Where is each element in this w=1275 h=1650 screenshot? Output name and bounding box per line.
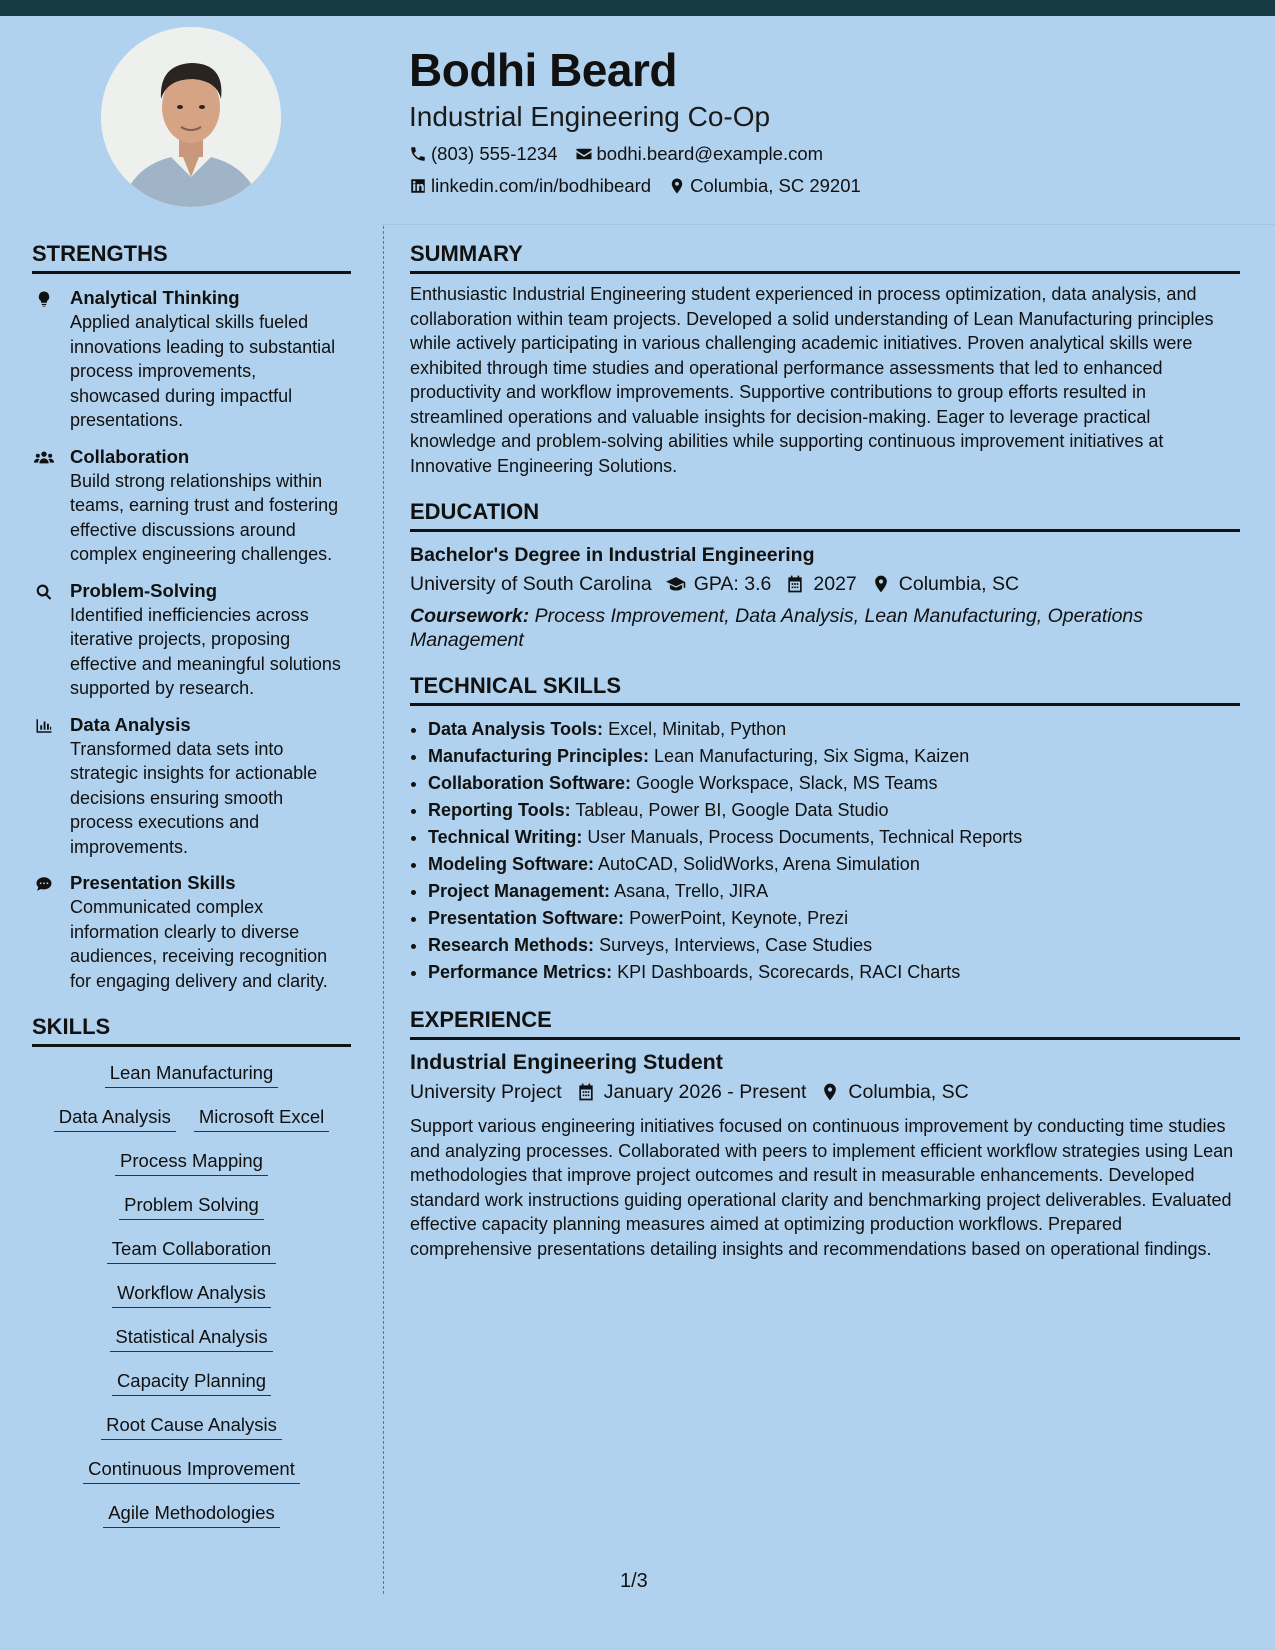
skills-list [32,1061,351,1528]
right-column [410,240,1240,1261]
list-item [428,878,1240,905]
skill-tag: Process Mapping [115,1149,268,1176]
tech-value: AutoCAD, SolidWorks, Arena Simulation [598,854,920,874]
tech-label: Presentation Software: [428,908,625,928]
envelope-icon [575,145,593,163]
list-item [428,824,1240,851]
gpa-text: GPA: 3.6 [693,573,772,595]
degree-title: Bachelor's Degree in Industrial Engineering [410,544,815,566]
strength-desc: Applied analytical skills fueled innovations leading to substantial process improvements, showcased during impactful presentations. [70,312,336,430]
email-text[interactable]: bodhi.beard@example.com [596,143,824,164]
map-pin-icon [668,177,686,195]
header-divider [382,224,1275,225]
profile-photo [101,27,281,207]
skill-tag: Continuous Improvement [83,1457,300,1484]
tech-value: Excel, Minitab, Python [608,719,787,739]
strength-title: Analytical Thinking [70,287,240,308]
skill-tag: Statistical Analysis [110,1325,272,1352]
calendar-icon [785,574,805,594]
skill-tag: Capacity Planning [112,1369,271,1396]
tech-value: Tableau, Power BI, Google Data Studio [575,800,889,820]
tech-label: Reporting Tools: [428,800,571,820]
summary-text: Enthusiastic Industrial Engineering student experienced in process optimization, data analysis, and collaboration within team projects. Developed a solid understanding of Lean Manufacturing principles while actively participating in various challenging academic initiatives. Proven analytical skills were exhibited through time studies and operational performance assessments that led to enhanced productivity and workflow improvements. Supportive contributions to group efforts resulted in streamlined operations and valuable insights for decision-making. Eager to leverage practical knowledge and problem-solving abilities while supporting continuous improvement initiatives at Innovative Engineering Solutions. [410,284,1214,476]
tech-label: Data Analysis Tools: [428,719,604,739]
strength-item [32,286,351,433]
users-icon [34,449,54,467]
candidate-name: Bodhi Beard [409,44,677,96]
coursework-text: Process Improvement, Data Analysis, Lean Manufacturing, Operations Management [410,605,1144,651]
list-item [428,797,1240,824]
location-contact [668,174,861,198]
email-contact[interactable] [575,142,824,166]
strengths-heading: STRENGTHS [32,240,351,274]
experience-dates: January 2026 - Present [603,1081,807,1103]
education-heading: EDUCATION [410,498,1240,532]
phone-text: (803) 555-1234 [431,143,558,164]
linkedin-icon [409,177,427,195]
strength-desc: Communicated complex information clearly to diverse audiences, receiving recognition for engaging delivery and clarity. [70,897,328,991]
strength-item [32,713,351,860]
strength-title: Problem-Solving [70,579,217,601]
tech-label: Manufacturing Principles: [428,746,650,766]
skill-tag: Problem Solving [119,1193,264,1220]
experience-org: University Project [410,1081,562,1103]
phone-icon [409,145,427,163]
list-item [428,905,1240,932]
strength-title: Data Analysis [70,713,191,735]
skill-tag: Root Cause Analysis [101,1413,282,1440]
page-number: 1/3 [620,1570,648,1592]
tech-label: Research Methods: [428,935,595,955]
top-bar [0,0,1275,16]
portrait-image [101,27,281,207]
job-title: Industrial Engineering Co-Op [409,101,771,132]
graduation-cap-icon [666,574,686,594]
list-item [428,743,1240,770]
gpa-item [666,570,772,598]
list-item [428,959,1240,986]
year-item [785,570,856,598]
experience-location-item [820,1078,968,1106]
tech-value: Asana, Trello, JIRA [614,881,769,901]
strength-desc: Identified inefficiencies across iterative projects, proposing effective and meaningful solutions supported by research. [70,604,341,698]
strength-item [32,871,351,993]
tech-label: Project Management: [428,881,611,901]
technical-skills-heading: TECHNICAL SKILLS [410,672,1240,706]
tech-value: Surveys, Interviews, Case Studies [599,935,873,955]
calendar-icon [576,1082,596,1102]
lightbulb-icon [34,290,54,308]
tech-label: Modeling Software: [428,854,594,874]
left-column [32,240,351,1528]
strength-desc: Build strong relationships within teams, earning trust and fostering effective discussions around complex engineering challenges. [70,470,339,564]
skill-tag: Workflow Analysis [112,1281,271,1308]
list-item [428,716,1240,743]
list-item [428,932,1240,959]
experience-meta [410,1078,1240,1106]
strength-desc: Transformed data sets into strategic insights for actionable decisions ensuring smooth process executions and improvements. [70,738,318,857]
column-divider [383,226,384,1594]
resume-header [409,40,1229,198]
map-pin-icon [871,574,891,594]
tech-value: KPI Dashboards, Scorecards, RACI Charts [617,962,961,982]
skill-tag: Agile Methodologies [103,1501,280,1528]
strength-title: Collaboration [70,445,190,467]
contact-row-1 [409,142,1229,166]
linkedin-text[interactable]: linkedin.com/in/bodhibeard [431,175,652,196]
strength-item [32,579,351,701]
comments-icon [34,875,54,893]
summary-heading: SUMMARY [410,240,1240,274]
tech-label: Collaboration Software: [428,773,632,793]
experience-dates-item [576,1078,807,1106]
skills-heading: SKILLS [32,1013,351,1047]
contact-row-2 [409,174,1229,198]
location-text: Columbia, SC 29201 [690,175,861,196]
skill-tag: Lean Manufacturing [105,1061,279,1088]
tech-value: PowerPoint, Keynote, Prezi [629,908,849,928]
education-meta [410,570,1240,598]
list-item [428,851,1240,878]
strength-title: Presentation Skills [70,872,236,893]
search-icon [34,583,54,601]
coursework [410,604,1240,652]
phone-contact [409,142,558,166]
tech-label: Technical Writing: [428,827,583,847]
list-item [428,770,1240,797]
skill-tag: Data Analysis [54,1105,176,1132]
edu-location-text: Columbia, SC [898,573,1020,595]
year-text: 2027 [813,573,857,595]
strength-item [32,445,351,567]
tech-label: Performance Metrics: [428,962,613,982]
experience-heading: EXPERIENCE [410,1006,1240,1040]
tech-value: Google Workspace, Slack, MS Teams [636,773,938,793]
skill-tag: Microsoft Excel [194,1105,329,1132]
tech-value: User Manuals, Process Documents, Technical Reports [587,827,1023,847]
experience-location: Columbia, SC [848,1081,969,1103]
tech-value: Lean Manufacturing, Six Sigma, Kaizen [654,746,970,766]
technical-skills-list [410,716,1240,986]
edu-location-item [871,570,1019,598]
coursework-label: Coursework: [410,605,530,627]
school-name: University of South Carolina [410,573,652,595]
skill-tag: Team Collaboration [107,1237,276,1264]
experience-title: Industrial Engineering Student [410,1050,723,1074]
experience-desc: Support various engineering initiatives focused on continuous improvement by conducting time studies and analyzing processes. Collaborated with peers to implement efficient workflow strategies using Lean methodologies that improve project outcomes and result in measurable enhancements. Developed standard work instructions guiding operational clarity and benchmarking project deliverables. Evaluated effective capacity planning measures aimed at optimizing production workflows. Prepared comprehensive presentations detailing insights and recommendations based on operational findings. [410,1116,1234,1259]
linkedin-contact[interactable] [409,174,651,198]
chart-bar-icon [34,717,54,735]
map-pin-icon [820,1082,840,1102]
